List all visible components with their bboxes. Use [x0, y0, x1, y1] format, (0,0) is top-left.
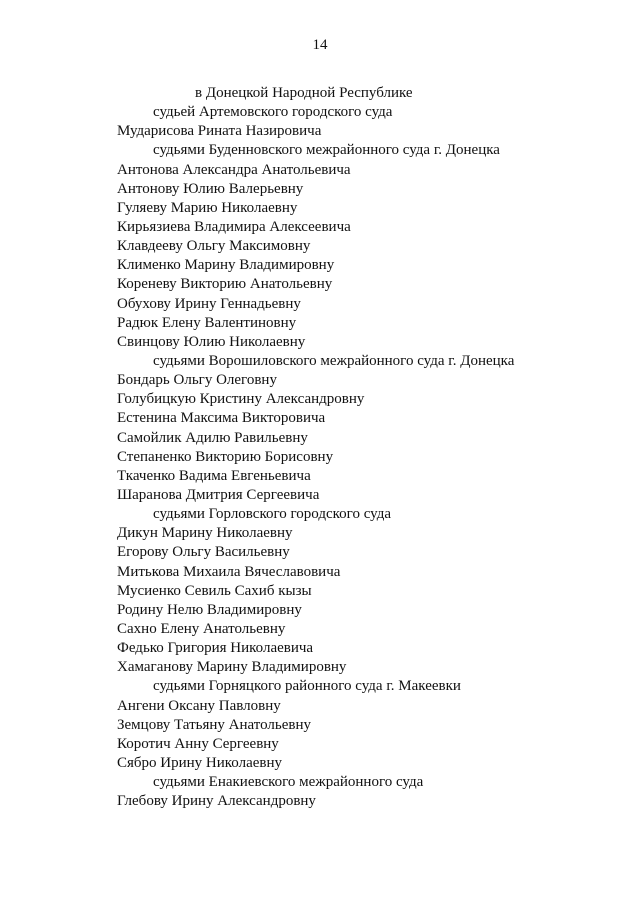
judge-name-line: Радюк Елену Валентиновну — [117, 314, 297, 331]
judge-name-line: Самойлик Адилю Равильевну — [117, 429, 308, 446]
judge-name-line: Егорову Ольгу Васильевну — [117, 544, 290, 561]
judge-name-line: Голубицкую Кристину Александровну — [117, 391, 365, 408]
judge-name-line: Кореневу Викторию Анатольевну — [117, 276, 333, 293]
judge-name-line: Естенина Максима Викторовича — [117, 410, 326, 427]
court-header-line: судьями Горловского городского суда — [153, 506, 392, 523]
court-header-line: судьями Енакиевского межрайонного суда — [153, 774, 424, 791]
judge-name-line: Дикун Марину Николаевну — [117, 525, 293, 542]
court-header-line: судьями Ворошиловского межрайонного суда г. Донецка — [153, 352, 515, 369]
judge-name-line: Бондарь Ольгу Олеговну — [117, 372, 277, 389]
court-header-line: судьей Артемовского городского суда — [153, 104, 393, 121]
judge-name-line: Мусиенко Севиль Сахиб кызы — [117, 582, 312, 599]
page-number: 14 — [312, 37, 328, 53]
judge-name-line: Антонову Юлию Валерьевну — [117, 180, 304, 197]
judge-name-line: Коротич Анну Сергеевну — [117, 735, 279, 752]
judge-name-line: Сахно Елену Анатольевну — [117, 620, 286, 637]
judge-name-line: Мударисова Рината Назировича — [117, 123, 322, 140]
court-header-line: судьями Буденновского межрайонного суда г. Донецка — [153, 142, 500, 159]
judge-name-line: Ангени Оксану Павловну — [117, 697, 281, 714]
judge-name-line: Ткаченко Вадима Евгеньевича — [117, 467, 311, 484]
judge-name-line: Обухову Ирину Геннадьевну — [117, 295, 301, 312]
judge-name-line: Митькова Михаила Вячеславовича — [117, 563, 341, 580]
judge-name-line: Шаранова Дмитрия Сергеевича — [117, 486, 320, 503]
document-body — [0, 84, 640, 811]
judge-name-line: Клавдееву Ольгу Максимовну — [117, 238, 311, 255]
judge-name-line: Земцову Татьяну Анатольевну — [117, 716, 312, 733]
judge-name-line: Федько Григория Николаевича — [117, 640, 314, 657]
judge-name-line: Сябро Ирину Николаевну — [117, 754, 283, 771]
judge-name-line: Антонова Александра Анатольевича — [117, 161, 351, 178]
judge-name-line: Глебову Ирину Александровну — [117, 793, 316, 810]
judge-name-line: Клименко Марину Владимировну — [117, 257, 335, 274]
judge-name-line: Гуляеву Марию Николаевну — [117, 199, 298, 216]
judge-name-line: Степаненко Викторию Борисовну — [117, 448, 334, 465]
judge-name-line: Родину Нелю Владимировну — [117, 601, 302, 618]
judge-name-line: Кирьязиева Владимира Алексеевича — [117, 218, 351, 235]
judge-name-line: Хамаганову Марину Владимировну — [117, 659, 347, 676]
court-header-line: судьями Горняцкого районного суда г. Макеевки — [153, 678, 461, 695]
court-header-line: в Донецкой Народной Республике — [195, 85, 413, 101]
judge-name-line: Свинцову Юлию Николаевну — [117, 333, 306, 350]
